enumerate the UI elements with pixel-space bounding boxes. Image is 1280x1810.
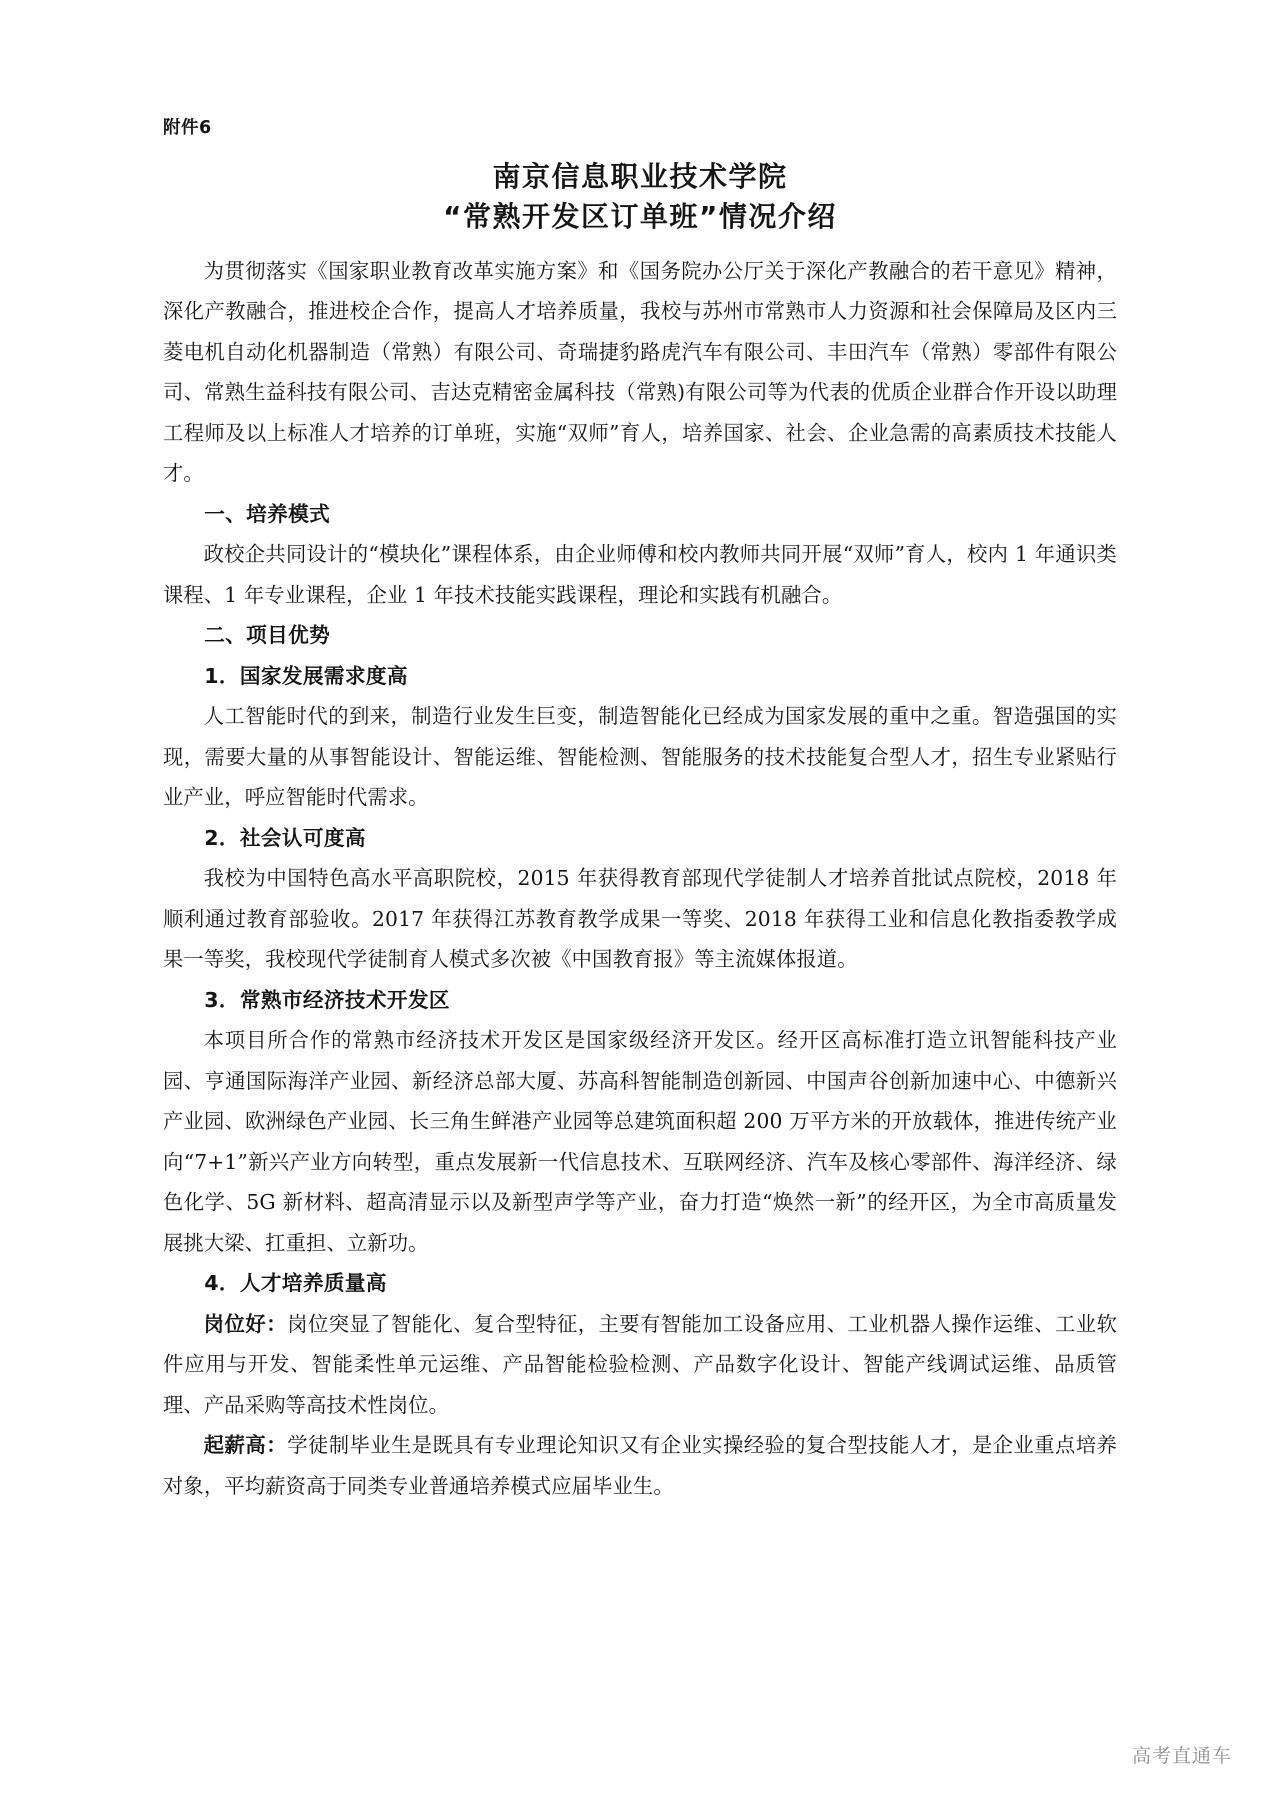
watermark: 高考直通车 [1131,1745,1232,1767]
document-content [163,118,1117,1506]
subsection-paragraph-national-demand: 人工智能时代的到来，制造行业发生巨变，制造智能化已经成为国家发展的重中之重。智造强国的实现，需要大量的从事智能设计、智能运维、智能检测、智能服务的技术技能复合型人才，招生专业紧贴行业产业，呼应智能时代需求。 [163,704,1117,809]
section-paragraph-training-model: 政校企共同设计的“模块化”课程体系，由企业师傅和校内教师共同开展“双师”育人，校内 1 年通识类课程、1 年专业课程，企业 1 年技术技能实践课程，理论和实践有机融合。 [163,542,1117,607]
subsection-heading-national-demand: 1．国家发展需求度高 [204,663,408,688]
section-heading-project-advantages: 二、项目优势 [204,623,331,647]
bullet-term-high-starting-salary: 起薪高： [203,1433,288,1457]
page-title [163,157,1117,237]
subsection-heading-talent-quality: 4．人才培养质量高 [204,1271,387,1295]
title-line-subject: “常熟开发区订单班”情况介绍 [443,199,837,233]
bullet-term-good-positions: 岗位好： [203,1311,288,1336]
subsection-heading-development-zone: 3．常熟市经济技术开发区 [204,987,450,1012]
subsection-heading-social-recognition: 2．社会认可度高 [204,825,366,850]
bullet-text-good-positions: 岗位突显了智能化、复合型特征，主要有智能加工设备应用、工业机器人操作运维、工业软件应用与开发、智能柔性单元运维、产品智能检验检测、产品数字化设计、智能产线调试运维、品质管理、产品采购等高技术性岗位。 [163,1311,1117,1417]
title-line-institution: 南京信息职业技术学院 [492,160,788,193]
bullet-good-positions [163,1304,1117,1426]
section-heading-training-model: 一、培养模式 [204,501,331,526]
attachment-label: 附件6 [163,118,212,138]
document-body [163,251,1117,1507]
subsection-paragraph-development-zone: 本项目所合作的常熟市经济技术开发区是国家级经济开发区。经开区高标准打造立讯智能科技产业园、亨通国际海洋产业园、新经济总部大厦、苏高科智能制造创新园、中国声谷创新加速中心、中德新兴产业园、欧洲绿色产业园、长三角生鲜港产业园等总建筑面积超 200 万平方米的开放载体，推进传统产业向“7+1”新兴产业方向转型，重点发展新一代信息技术、互联网经济、汽车及核心零部件、海洋经济、绿色化学、5G 新材料、超高清显示以及新型声学等产业，奋力打造“焕然一新”的经开区，为全市高质量发展挑大梁、扛重担、立新功。 [163,1028,1117,1255]
bullet-high-starting-salary [163,1425,1117,1506]
bullet-text-high-starting-salary: 学徒制毕业生是既具有专业理论知识又有企业实操经验的复合型技能人才，是企业重点培养对象，平均薪资高于同类专业普通培养模式应届毕业生。 [163,1433,1117,1498]
subsection-paragraph-social-recognition: 我校为中国特色高水平高职院校，2015 年获得教育部现代学徒制人才培养首批试点院校，2018 年顺利通过教育部验收。2017 年获得江苏教育教学成果一等奖、2018 年获得工业和信息化教指委教学成果一等奖，我校现代学徒制育人模式多次被《中国教育报》等主流媒体报道。 [163,866,1117,971]
intro-paragraph: 为贯彻落实《国家职业教育改革实施方案》和《国务院办公厅关于深化产教融合的若干意见》精神，深化产教融合，推进校企合作，提高人才培养质量，我校与苏州市常熟市人力资源和社会保障局及区内三菱电机自动化机器制造（常熟）有限公司、奇瑞捷豹路虎汽车有限公司、丰田汽车（常熟）零部件有限公司、常熟生益科技有限公司、吉达克精密金属科技（常熟)有限公司等为代表的优质企业群合作开设以助理工程师及以上标准人才培养的订单班，实施“双师”育人，培养国家、社会、企业急需的高素质技术技能人才。 [163,258,1117,485]
